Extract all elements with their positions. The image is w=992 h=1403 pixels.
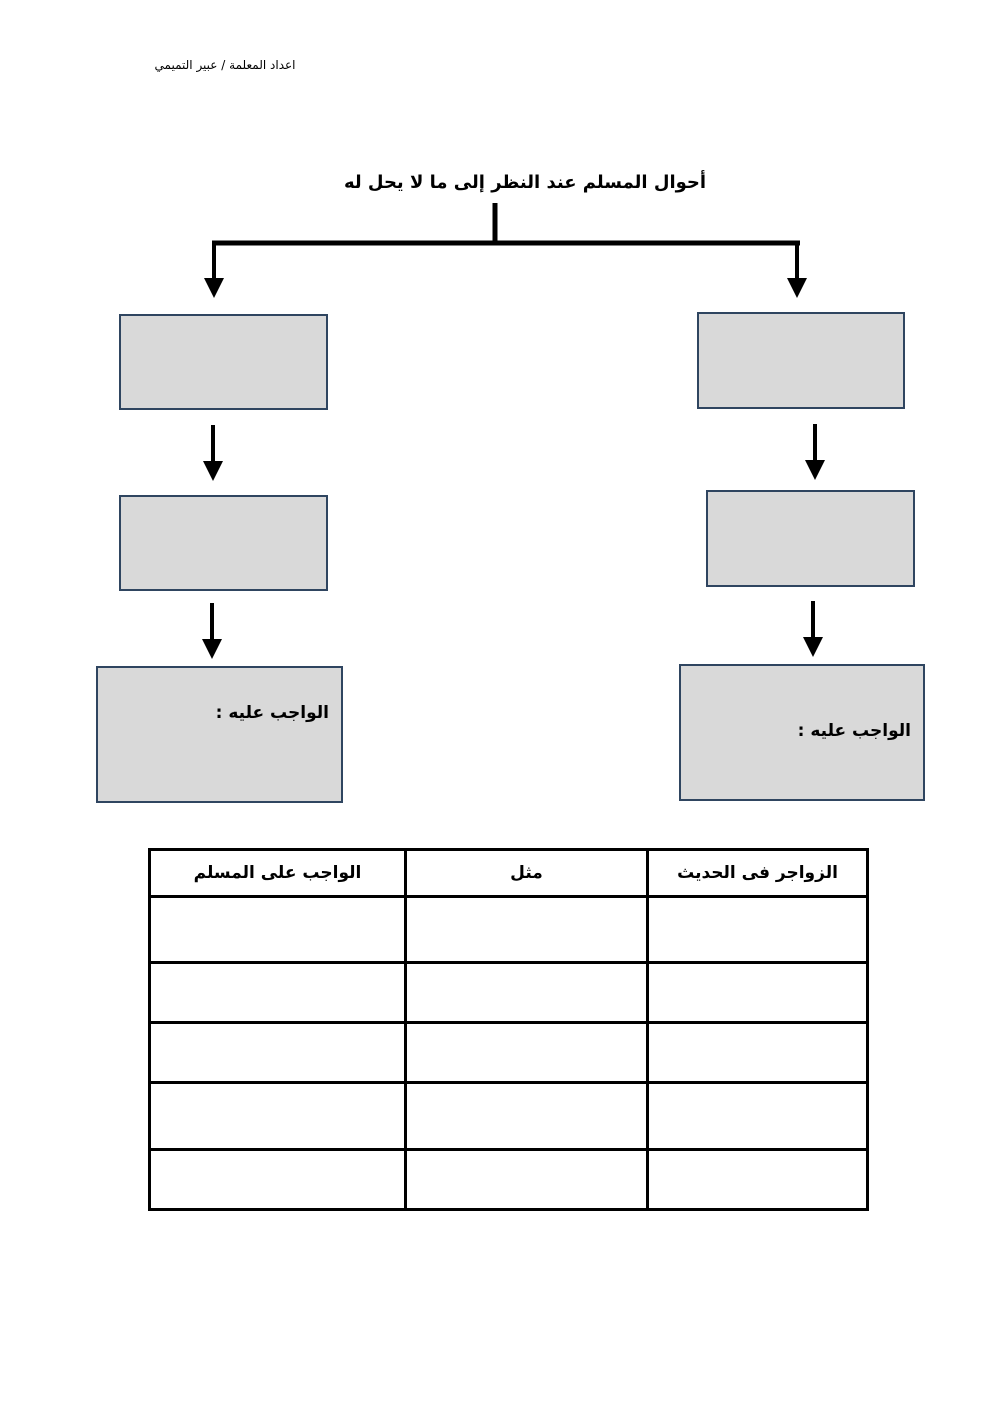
right-box-1[interactable] — [697, 312, 905, 409]
worksheet-table — [148, 848, 869, 1211]
table-row — [150, 897, 868, 963]
author-credit: اعداد المعلمة / عبير التميمي — [154, 58, 296, 72]
table-row — [150, 1150, 868, 1210]
table-row — [150, 1023, 868, 1083]
right-box-2[interactable] — [706, 490, 915, 587]
table-cell[interactable] — [150, 1023, 406, 1083]
table-cell[interactable] — [648, 963, 868, 1023]
table-cell[interactable] — [150, 897, 406, 963]
table-cell[interactable] — [406, 1150, 648, 1210]
table-row — [150, 1083, 868, 1150]
left-box-1[interactable] — [119, 314, 328, 410]
right-box-3-label: الواجب عليه : — [797, 721, 911, 741]
table-cell[interactable] — [648, 1083, 868, 1150]
column-header-example: مثل — [406, 850, 648, 897]
table-row — [150, 963, 868, 1023]
table-cell[interactable] — [150, 963, 406, 1023]
table-cell[interactable] — [406, 1023, 648, 1083]
table-cell[interactable] — [406, 963, 648, 1023]
column-header-muslim-duty: الواجب على المسلم — [150, 850, 406, 897]
table-header-row — [150, 850, 868, 897]
right-box-3[interactable] — [679, 664, 925, 801]
table-cell[interactable] — [406, 1083, 648, 1150]
diagram-title: أحوال المسلم عند النظر إلى ما لا يحل له — [343, 172, 707, 193]
table-cell[interactable] — [648, 1023, 868, 1083]
table-cell[interactable] — [150, 1150, 406, 1210]
left-box-3-label: الواجب عليه : — [215, 703, 329, 723]
table-cell[interactable] — [406, 897, 648, 963]
table-cell[interactable] — [648, 1150, 868, 1210]
left-box-2[interactable] — [119, 495, 328, 591]
column-header-deterrents: الزواجر فى الحديث — [648, 850, 868, 897]
table-cell[interactable] — [150, 1083, 406, 1150]
table-cell[interactable] — [648, 897, 868, 963]
left-box-3[interactable] — [96, 666, 343, 803]
